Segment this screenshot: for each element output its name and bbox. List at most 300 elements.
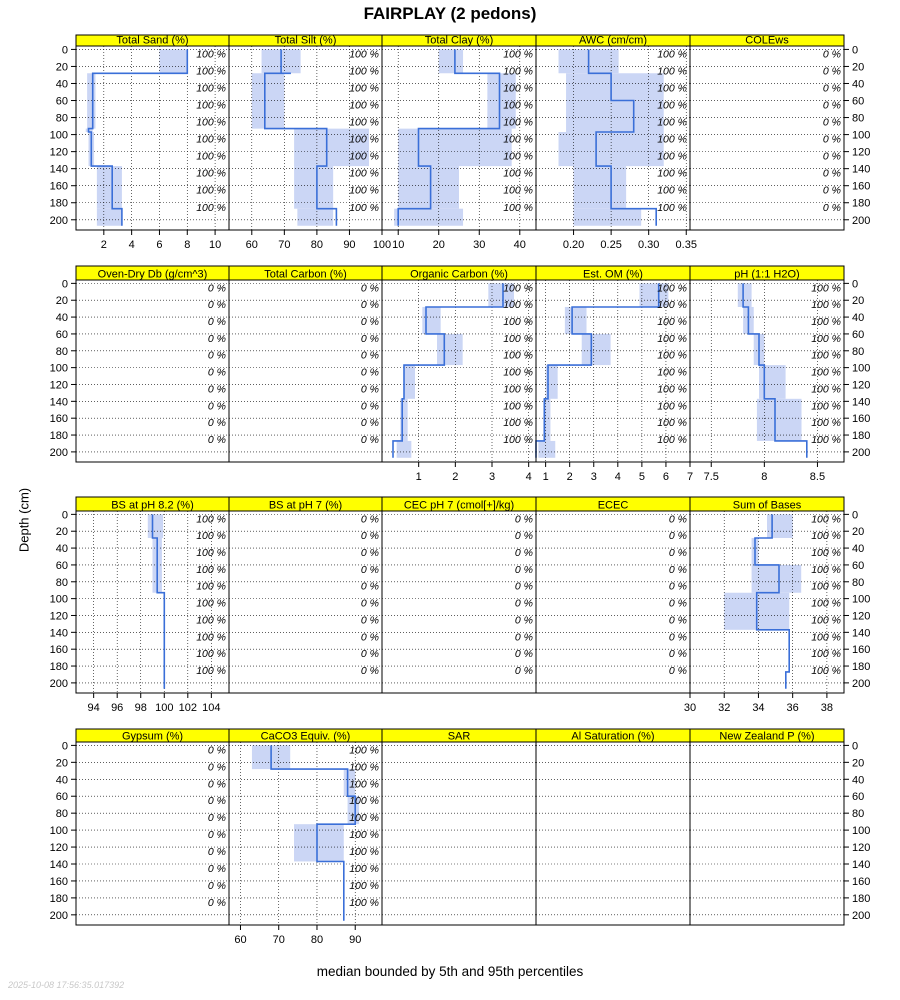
percent-label: 100 % (811, 547, 841, 559)
y-tick-label-right: 160 (852, 875, 871, 888)
x-tick-label: 102 (178, 702, 197, 714)
y-tick-label-right: 200 (852, 909, 871, 922)
percent-label: 0 % (360, 299, 379, 312)
percent-label: 100 % (657, 332, 687, 345)
y-tick-label-left: 200 (49, 214, 68, 227)
percent-label: 100 % (196, 167, 226, 180)
x-tick-label: 10 (208, 239, 222, 251)
y-tick-label-right: 200 (852, 446, 871, 459)
percent-label: 0 % (360, 547, 379, 559)
x-tick-label: 1 (415, 471, 422, 483)
percentile-band (565, 307, 587, 334)
percent-label: 100 % (811, 316, 841, 328)
percentile-band (566, 73, 664, 132)
percent-label: 100 % (196, 547, 226, 559)
percent-label: 0 % (207, 862, 226, 875)
y-tick-label-left: 200 (49, 677, 68, 690)
panel-frame (229, 511, 382, 693)
percent-label: 0 % (360, 349, 379, 362)
y-tick-label-left: 120 (49, 146, 68, 159)
percent-label: 100 % (811, 349, 841, 362)
x-tick-label: 8 (184, 239, 191, 251)
x-tick-label: 60 (245, 239, 258, 251)
panel-strip-label: Total Silt (%) (274, 34, 337, 47)
panel-strip-label: Sum of Bases (732, 499, 802, 512)
percent-label: 0 % (207, 316, 226, 328)
y-tick-label-left: 180 (49, 430, 68, 443)
y-tick-label-right: 140 (852, 627, 871, 640)
y-tick-label-right: 200 (852, 214, 871, 227)
x-tick-label: 5 (638, 471, 645, 483)
percent-label: 100 % (657, 349, 687, 362)
percentile-band (404, 365, 415, 399)
percent-label: 100 % (349, 846, 379, 859)
y-tick-label-right: 80 (852, 576, 865, 589)
percent-label: 100 % (657, 167, 687, 180)
percentile-band (397, 441, 412, 458)
percent-label: 100 % (349, 133, 379, 146)
x-tick-label: 3 (590, 471, 597, 483)
y-tick-label-right: 20 (852, 295, 865, 308)
y-tick-label-left: 200 (49, 446, 68, 459)
y-tick-label-left: 20 (55, 526, 68, 539)
percent-label: 0 % (207, 417, 226, 430)
percentile-band (752, 565, 802, 593)
y-tick-label-right: 200 (852, 677, 871, 690)
y-tick-label-left: 180 (49, 197, 68, 210)
y-tick-label-left: 140 (49, 859, 68, 871)
percent-label: 0 % (668, 547, 687, 559)
y-tick-label-left: 40 (55, 312, 68, 325)
percent-label: 0 % (207, 383, 226, 396)
percent-label: 100 % (503, 99, 533, 112)
percent-label: 0 % (668, 563, 687, 576)
x-tick-label: 98 (134, 702, 147, 714)
panel-14 (536, 497, 690, 693)
x-tick-label: 1 (542, 471, 549, 483)
percent-label: 0 % (360, 664, 379, 677)
x-tick-label: 30 (473, 239, 486, 251)
y-tick-label-right: 20 (852, 526, 865, 539)
chart-caption: median bounded by 5th and 95th percentiles (316, 964, 584, 979)
y-tick-label-right: 120 (852, 610, 871, 623)
percent-label: 0 % (360, 316, 379, 328)
percent-label: 0 % (207, 896, 226, 909)
percent-label: 0 % (668, 614, 687, 627)
panel-3 (382, 35, 536, 252)
percent-label: 100 % (811, 433, 841, 446)
panel-strip-label: Total Sand (%) (116, 34, 189, 47)
percent-label: 100 % (196, 82, 226, 95)
percent-label: 0 % (207, 366, 226, 379)
panel-2 (229, 35, 391, 252)
percent-label: 100 % (349, 116, 379, 129)
percent-label: 100 % (349, 99, 379, 112)
y-tick-label-left: 60 (55, 95, 68, 108)
panel-frame (536, 511, 690, 693)
panel-9 (536, 266, 693, 483)
x-tick-label: 90 (349, 934, 362, 946)
percent-label: 100 % (349, 761, 379, 774)
percent-label: 100 % (657, 133, 687, 146)
percent-label: 100 % (196, 664, 226, 677)
percent-label: 100 % (657, 299, 687, 312)
percent-label: 100 % (196, 65, 226, 78)
percentile-band (437, 334, 463, 365)
percent-label: 100 % (196, 513, 226, 526)
panel-8 (382, 266, 536, 483)
percent-label: 0 % (514, 597, 533, 610)
y-tick-label-left: 20 (55, 61, 68, 74)
panel-strip-label: SAR (447, 730, 471, 743)
y-tick-label-right: 0 (852, 278, 859, 291)
panel-strip-label: BS at pH 8.2 (%) (111, 499, 194, 512)
y-tick-label-right: 0 (852, 740, 859, 753)
y-tick-label-right: 100 (852, 825, 871, 838)
panel-17 (229, 729, 382, 946)
x-tick-label: 34 (752, 702, 765, 714)
x-tick-label: 40 (513, 239, 526, 251)
panel-strip-label: Al Saturation (%) (571, 730, 655, 743)
y-tick-label-left: 120 (49, 842, 68, 855)
percent-label: 100 % (811, 282, 841, 295)
percent-label: 100 % (503, 366, 533, 379)
percent-label: 0 % (360, 366, 379, 379)
percentile-band (582, 334, 611, 365)
percent-label: 0 % (207, 778, 226, 791)
percent-label: 0 % (360, 383, 379, 396)
panel-strip-label: ECEC (597, 499, 629, 512)
percent-label: 0 % (822, 99, 841, 112)
x-tick-label: 80 (310, 934, 324, 946)
percentile-band (97, 166, 122, 209)
x-tick-label: 60 (234, 934, 247, 946)
y-tick-label-right: 80 (852, 112, 865, 125)
percentile-band (757, 399, 802, 441)
y-tick-label-left: 40 (55, 543, 68, 556)
percent-label: 100 % (196, 201, 226, 214)
percent-label: 100 % (811, 417, 841, 430)
percent-label: 0 % (822, 82, 841, 95)
panel-5 (690, 35, 844, 231)
panel-frame (76, 742, 229, 925)
y-tick-label-left: 60 (55, 559, 68, 572)
percent-label: 100 % (811, 664, 841, 677)
y-tick-label-left: 160 (49, 644, 68, 657)
percent-label: 100 % (811, 631, 841, 644)
panel-strip-label: Organic Carbon (%) (410, 268, 508, 281)
x-tick-label: 4 (525, 471, 532, 483)
x-tick-label: 104 (202, 702, 221, 714)
panel-strip-label: Total Clay (%) (424, 34, 494, 47)
percent-label: 100 % (811, 383, 841, 396)
percent-label: 100 % (349, 795, 379, 808)
percentile-band (148, 514, 163, 538)
x-tick-label: 32 (718, 702, 731, 714)
panel-6 (76, 266, 229, 462)
x-tick-label: 100 (155, 702, 174, 714)
percent-label: 100 % (657, 150, 687, 163)
y-tick-label-left: 40 (55, 774, 68, 787)
percent-label: 0 % (514, 648, 533, 661)
percent-label: 0 % (822, 116, 841, 129)
x-tick-label: 4 (128, 239, 135, 251)
percent-label: 100 % (811, 366, 841, 379)
percent-label: 0 % (360, 332, 379, 345)
x-tick-label: 6 (156, 239, 163, 251)
panel-strip-label: Gypsum (%) (121, 730, 184, 743)
y-tick-label-left: 140 (49, 163, 68, 176)
percent-label: 0 % (822, 48, 841, 61)
y-tick-label-right: 140 (852, 163, 871, 176)
y-tick-label-right: 120 (852, 146, 871, 159)
panel-15 (684, 497, 844, 714)
percent-label: 0 % (207, 846, 226, 859)
percentile-band (87, 73, 95, 128)
x-tick-label: 7 (686, 471, 694, 483)
percent-label: 0 % (668, 664, 687, 677)
y-tick-label-right: 40 (852, 312, 865, 325)
x-tick-label: 2 (566, 471, 573, 483)
y-tick-label-left: 180 (49, 892, 68, 905)
x-tick-label: 6 (662, 471, 669, 483)
y-tick-label-left: 120 (49, 379, 68, 392)
percent-label: 0 % (822, 184, 841, 197)
y-tick-label-right: 140 (852, 396, 871, 409)
percent-label: 100 % (349, 778, 379, 791)
percent-label: 100 % (503, 332, 533, 345)
y-tick-label-left: 140 (49, 627, 68, 640)
y-tick-label-right: 20 (852, 757, 865, 770)
y-tick-label-right: 100 (852, 593, 871, 606)
percent-label: 0 % (514, 580, 533, 593)
percent-label: 0 % (514, 547, 533, 559)
panel-strip-label: CEC pH 7 (cmol[+]/kg) (403, 499, 515, 512)
y-tick-label-left: 60 (55, 791, 68, 804)
percent-label: 100 % (349, 812, 379, 825)
y-tick-label-right: 80 (852, 345, 865, 358)
percent-label: 100 % (657, 316, 687, 328)
percent-label: 0 % (514, 631, 533, 644)
percentile-band (422, 307, 440, 334)
percent-label: 100 % (349, 82, 379, 95)
percent-label: 100 % (349, 744, 379, 757)
percent-label: 0 % (360, 282, 379, 295)
x-tick-label: 10 (392, 239, 405, 251)
panel-4 (536, 35, 697, 252)
percentile-band (294, 166, 333, 209)
percent-label: 100 % (503, 433, 533, 446)
panel-20 (690, 729, 844, 925)
percent-label: 100 % (349, 879, 379, 892)
y-tick-label-left: 180 (49, 661, 68, 674)
y-tick-label-left: 80 (55, 808, 68, 821)
percent-label: 0 % (360, 513, 379, 526)
percent-label: 100 % (503, 417, 533, 430)
panel-strip-label: New Zealand P (%) (719, 730, 815, 743)
panel-strip-label: CaCO3 Equiv. (%) (260, 730, 351, 743)
percentile-band (297, 209, 333, 226)
y-tick-label-left: 0 (61, 740, 68, 753)
y-tick-label-left: 60 (55, 328, 68, 341)
percent-label: 0 % (207, 282, 226, 295)
percent-label: 0 % (207, 400, 226, 413)
percent-label: 100 % (196, 184, 226, 197)
y-tick-label-right: 100 (852, 362, 871, 375)
x-tick-label: 38 (820, 702, 834, 714)
percent-label: 100 % (196, 116, 226, 129)
percent-label: 100 % (196, 150, 226, 163)
y-tick-label-right: 40 (852, 78, 865, 91)
x-tick-label: 0.30 (637, 239, 660, 251)
percent-label: 100 % (503, 201, 533, 214)
percent-label: 0 % (207, 744, 226, 757)
percentile-band (759, 365, 786, 399)
percent-label: 100 % (657, 201, 687, 214)
panel-strip-label: COLEws (745, 34, 789, 47)
percent-label: 100 % (196, 631, 226, 644)
percent-label: 100 % (503, 167, 533, 180)
percent-label: 100 % (349, 150, 379, 163)
panel-12 (229, 497, 382, 693)
y-tick-label-right: 180 (852, 661, 871, 674)
y-tick-label-right: 60 (852, 328, 865, 341)
y-tick-label-right: 160 (852, 180, 871, 193)
percent-label: 100 % (811, 614, 841, 627)
y-tick-label-left: 160 (49, 180, 68, 193)
x-tick-label: 3 (488, 471, 496, 483)
x-tick-label: 4 (614, 471, 621, 483)
percentile-band (398, 166, 459, 209)
x-tick-label: 70 (272, 934, 285, 946)
y-tick-label-left: 80 (55, 112, 68, 125)
percent-label: 0 % (822, 65, 841, 78)
y-tick-label-right: 180 (852, 197, 871, 210)
percent-label: 0 % (207, 829, 226, 842)
percentile-band (294, 824, 344, 861)
y-tick-label-right: 40 (852, 774, 865, 787)
y-tick-label-right: 60 (852, 559, 865, 572)
percent-label: 0 % (207, 299, 226, 312)
y-tick-label-left: 0 (61, 509, 68, 522)
percent-label: 0 % (207, 761, 226, 774)
x-tick-label: 90 (343, 239, 356, 251)
y-tick-label-left: 80 (55, 576, 68, 589)
panel-10 (690, 266, 844, 483)
percentile-band (574, 209, 642, 226)
y-tick-label-right: 60 (852, 791, 865, 804)
percent-label: 0 % (207, 332, 226, 345)
y-tick-label-right: 140 (852, 859, 871, 871)
panel-frame (382, 742, 536, 925)
y-tick-label-right: 180 (852, 892, 871, 905)
percent-label: 100 % (503, 282, 533, 295)
percent-label: 0 % (514, 563, 533, 576)
percent-label: 100 % (503, 133, 533, 146)
percent-label: 100 % (811, 580, 841, 593)
percent-label: 100 % (811, 530, 841, 543)
percent-label: 0 % (514, 664, 533, 677)
percentile-band (767, 514, 793, 538)
percent-label: 100 % (349, 862, 379, 875)
percent-label: 100 % (657, 417, 687, 430)
percent-label: 0 % (668, 631, 687, 644)
percentile-band (439, 49, 463, 73)
percent-label: 0 % (514, 614, 533, 627)
percent-label: 0 % (207, 795, 226, 808)
panel-frame (690, 46, 844, 230)
percent-label: 0 % (668, 597, 687, 610)
percent-label: 100 % (657, 184, 687, 197)
percent-label: 100 % (349, 829, 379, 842)
percent-label: 100 % (349, 184, 379, 197)
percent-label: 100 % (657, 116, 687, 129)
percent-label: 0 % (668, 513, 687, 526)
x-tick-label: 30 (683, 702, 697, 714)
y-tick-label-left: 160 (49, 875, 68, 888)
percent-label: 100 % (657, 366, 687, 379)
percent-label: 100 % (503, 82, 533, 95)
percent-label: 100 % (657, 99, 687, 112)
panel-1 (76, 35, 229, 252)
percent-label: 0 % (822, 167, 841, 180)
percentile-band (159, 49, 187, 73)
percent-label: 100 % (811, 563, 841, 576)
percent-label: 100 % (503, 316, 533, 328)
y-tick-label-left: 40 (55, 78, 68, 91)
percent-label: 100 % (811, 513, 841, 526)
x-tick-label: 8.5 (809, 471, 826, 483)
y-tick-label-right: 120 (852, 842, 871, 855)
y-tick-label-left: 200 (49, 909, 68, 922)
y-tick-label-left: 100 (49, 825, 68, 838)
percent-label: 100 % (196, 530, 226, 543)
panel-7 (229, 266, 382, 462)
x-tick-label: 2 (100, 239, 107, 251)
x-tick-label: 94 (87, 702, 100, 714)
percent-label: 0 % (360, 631, 379, 644)
percent-label: 100 % (657, 383, 687, 396)
chart-title: FAIRPLAY (2 pedons) (363, 4, 537, 23)
x-tick-label: 0.25 (600, 239, 622, 251)
percent-label: 100 % (196, 614, 226, 627)
panel-18 (382, 729, 536, 925)
percent-label: 0 % (360, 563, 379, 576)
percent-label: 100 % (349, 201, 379, 214)
x-tick-label: 80 (310, 239, 324, 251)
percent-label: 0 % (360, 580, 379, 593)
y-tick-label-left: 100 (49, 593, 68, 606)
percent-label: 100 % (657, 400, 687, 413)
percent-label: 0 % (360, 530, 379, 543)
y-tick-label-left: 120 (49, 610, 68, 623)
percent-label: 0 % (822, 133, 841, 146)
x-tick-label: 0.20 (562, 239, 585, 251)
y-tick-label-right: 40 (852, 543, 865, 556)
percent-label: 100 % (196, 648, 226, 661)
percent-label: 100 % (196, 99, 226, 112)
panel-frame (690, 742, 844, 925)
panel-19 (536, 729, 690, 925)
panel-frame (76, 280, 229, 462)
percent-label: 100 % (349, 167, 379, 180)
panel-13 (382, 497, 536, 693)
percent-label: 0 % (360, 648, 379, 661)
y-tick-label-left: 160 (49, 413, 68, 426)
y-tick-label-left: 140 (49, 396, 68, 409)
y-tick-label-left: 0 (61, 278, 68, 291)
y-tick-label-right: 20 (852, 61, 865, 74)
